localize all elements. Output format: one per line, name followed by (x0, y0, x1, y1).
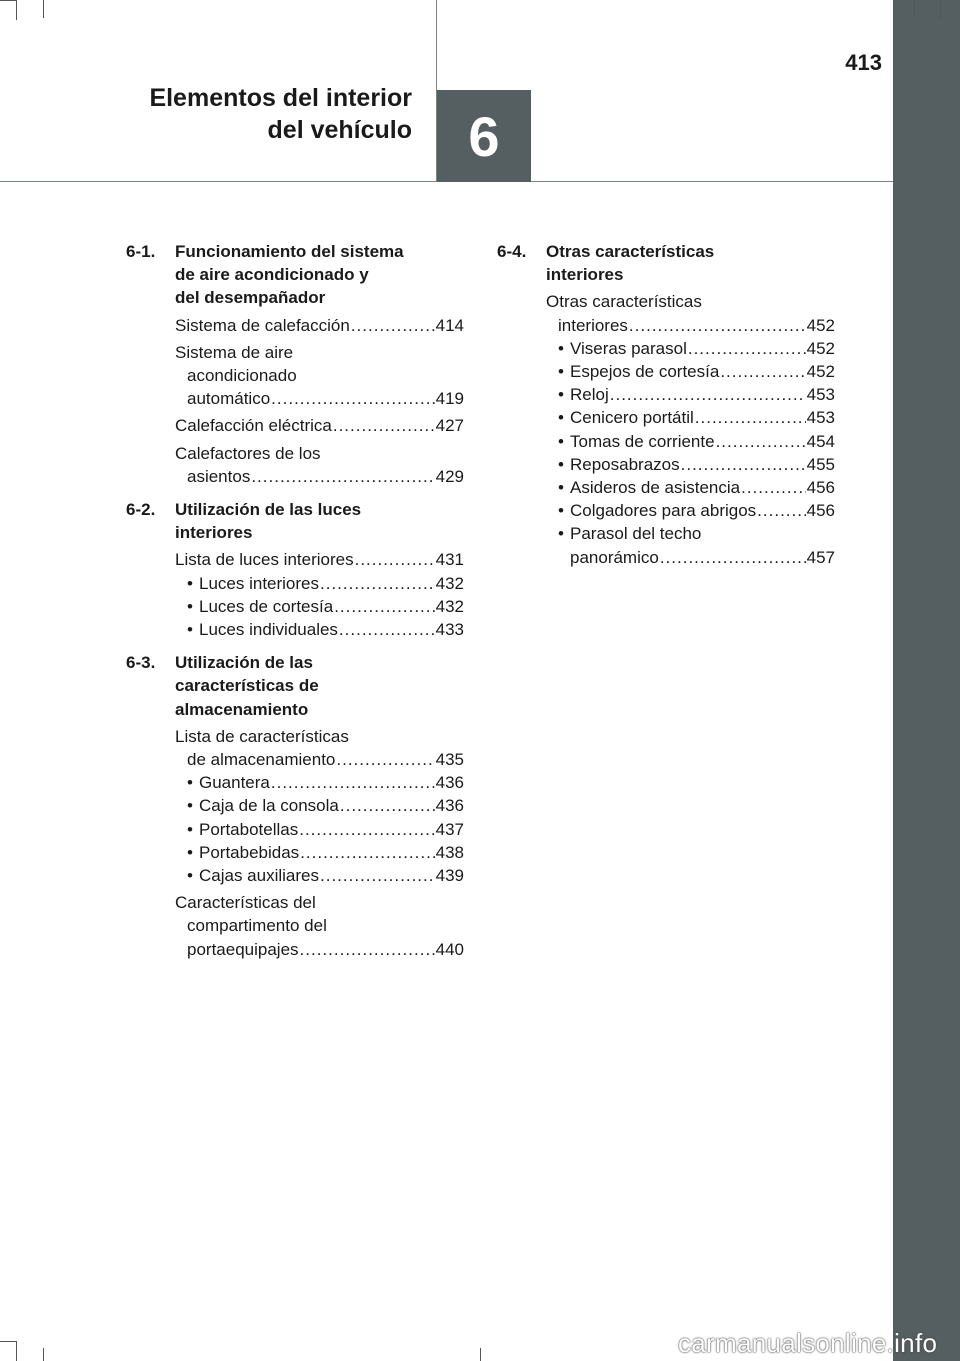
chapter-title-line-2: del vehículo (267, 116, 412, 144)
entry-leader (175, 465, 464, 488)
chapter-title-line-1: Elementos del interior (149, 84, 412, 112)
bullet-icon: • (187, 596, 193, 616)
toc-section (497, 240, 835, 569)
sub-entry (175, 618, 464, 641)
section-number: 6-3. (126, 653, 156, 673)
section-title-line: Utilización de las (175, 653, 313, 673)
section-heading (126, 240, 464, 310)
toc-entry (175, 725, 464, 771)
section-heading (126, 651, 464, 721)
sub-entry (546, 430, 835, 453)
entry-label: Reloj (570, 385, 609, 405)
bullet-icon: • (558, 385, 564, 405)
section-title-line: interiores (175, 523, 253, 543)
page-ref: 439 (435, 866, 464, 886)
dot-leader (340, 794, 435, 817)
sub-entry-leader (558, 476, 835, 499)
chapter-number: 6 (468, 104, 500, 168)
section-entries (546, 290, 835, 568)
section-title (175, 240, 464, 310)
sub-entry (175, 841, 464, 864)
page-ref: 452 (806, 315, 835, 335)
entry-label: Luces individuales (199, 620, 338, 640)
sub-entry (175, 864, 464, 887)
sub-entry-leader (558, 383, 835, 406)
section-entries (175, 548, 464, 641)
chapter-title (149, 82, 412, 146)
toc-section (126, 240, 464, 488)
page-ref: 452 (806, 338, 835, 358)
page-ref: 454 (806, 431, 835, 451)
entry-label: Guantera (199, 773, 270, 793)
bullet-icon: • (558, 454, 564, 474)
page-ref: 436 (435, 796, 464, 816)
sub-entry-leader (558, 430, 835, 453)
dot-leader (333, 414, 435, 437)
page-ref: 432 (435, 573, 464, 593)
dot-leader (716, 430, 806, 453)
dot-leader (251, 465, 434, 488)
dot-leader (300, 938, 435, 961)
toc-entry (175, 341, 464, 411)
sub-entry-leader (187, 618, 464, 641)
entry-label: Cenicero portátil (570, 408, 694, 428)
page-number: 413 (845, 50, 882, 75)
page-ref: 432 (435, 596, 464, 616)
section-title-line: Otras características (546, 242, 715, 261)
crop-mark (16, 1341, 17, 1361)
crop-mark (914, 0, 915, 18)
dot-leader (688, 337, 806, 360)
entry-line: acondicionado (187, 366, 297, 386)
sub-entry-list (175, 771, 464, 887)
toc-entry (175, 548, 464, 571)
entry-label: Luces de cortesía (199, 596, 334, 616)
entry-label: Asideros de asistencia (570, 478, 741, 498)
entry-label: asientos (187, 466, 251, 486)
crop-mark (43, 0, 44, 18)
sub-entry (546, 337, 835, 360)
page-ref: 456 (806, 501, 835, 521)
entry-leader (546, 314, 835, 337)
page-ref: 453 (806, 408, 835, 428)
section-title-line: Utilización de las luces (175, 500, 362, 520)
dot-leader (610, 383, 806, 406)
entry-label: Viseras parasol (570, 338, 687, 358)
sub-entry (175, 794, 464, 817)
sub-entry (546, 360, 835, 383)
dot-leader (336, 748, 434, 771)
crop-mark (480, 1348, 481, 1361)
sub-entry-leader (187, 818, 464, 841)
dot-leader (355, 548, 435, 571)
entry-line: Calefactores de los (175, 443, 321, 463)
sub-entry-text: Parasol del techo (570, 524, 702, 544)
sub-entry (175, 595, 464, 618)
dot-leader (299, 818, 434, 841)
sub-entry (546, 499, 835, 522)
entry-label: Luces interiores (199, 573, 320, 593)
bullet-icon: • (558, 524, 564, 544)
dot-leader (271, 387, 434, 410)
sub-entry (546, 522, 835, 568)
entry-label: de almacenamiento (187, 750, 336, 770)
page-ref: 453 (806, 385, 835, 405)
entry-line: Lista de características (175, 726, 349, 746)
toc-entry (546, 290, 835, 336)
toc-entry (175, 891, 464, 961)
sub-entry-leader (558, 360, 835, 383)
sub-entry (175, 572, 464, 595)
bullet-icon: • (558, 501, 564, 521)
sub-entry-list (546, 337, 835, 569)
entry-label: Espejos de cortesía (570, 362, 720, 382)
dot-leader (660, 546, 806, 569)
entry-label: Colgadores para abrigos (570, 501, 757, 521)
sub-entry-leader (187, 595, 464, 618)
toc-section (126, 651, 464, 961)
section-heading (126, 498, 464, 544)
bullet-icon: • (558, 362, 564, 382)
sub-entry-leader (187, 864, 464, 887)
dot-leader (351, 314, 435, 337)
entry-label: portaequipajes (187, 939, 299, 959)
sub-entry (546, 406, 835, 429)
crop-mark (43, 1348, 44, 1361)
page-ref: 436 (435, 773, 464, 793)
toc-entry (175, 414, 464, 437)
entry-leader (175, 387, 464, 410)
entry-label: panorámico (570, 547, 659, 567)
entry-line: Otras características (546, 292, 702, 312)
sub-entry-leader (558, 406, 835, 429)
entry-leader (175, 748, 464, 771)
bullet-icon: • (558, 431, 564, 451)
toc-entry (175, 442, 464, 488)
sub-entry-leader (558, 499, 835, 522)
toc-right-column (497, 240, 835, 579)
dot-leader (334, 595, 434, 618)
sub-entry-line (558, 522, 835, 545)
bullet-icon: • (187, 573, 193, 593)
dot-leader (629, 314, 806, 337)
watermark: carmanualsonline.info (678, 1328, 938, 1358)
section-number: 6-4. (497, 242, 527, 261)
sub-entry-leader (187, 794, 464, 817)
bullet-icon: • (187, 773, 193, 793)
page-ref: 440 (435, 939, 464, 959)
section-title-line: almacenamiento (175, 699, 309, 719)
section-title (546, 240, 835, 286)
section-number: 6-1. (126, 242, 156, 261)
sub-entry (546, 476, 835, 499)
dot-leader (757, 499, 805, 522)
sub-entry-leader (187, 841, 464, 864)
dot-leader (320, 864, 435, 887)
entry-label: Sistema de calefacción (175, 315, 350, 335)
crop-mark (0, 0, 16, 1)
entry-label: Calefacción eléctrica (175, 416, 332, 436)
dot-leader (695, 406, 806, 429)
entry-leader (175, 938, 464, 961)
toc-left-column (126, 240, 464, 971)
bullet-icon: • (187, 842, 193, 862)
page-ref: 455 (806, 454, 835, 474)
section-title-line: del desempañador (175, 288, 326, 308)
dot-leader (741, 476, 806, 499)
page-ref: 433 (435, 620, 464, 640)
dot-leader (339, 618, 435, 641)
bullet-icon: • (187, 796, 193, 816)
section-number: 6-2. (126, 500, 156, 520)
entry-label: Portabebidas (199, 842, 300, 862)
entry-label: Reposabrazos (570, 454, 680, 474)
entry-label: Lista de luces interiores (175, 550, 354, 570)
section-title (175, 651, 464, 721)
page-ref: 414 (435, 315, 464, 335)
sub-entry (546, 383, 835, 406)
section-entries (175, 314, 464, 488)
sub-entry (546, 453, 835, 476)
entry-leader (175, 314, 464, 337)
bullet-icon: • (187, 620, 193, 640)
entry-label: interiores (558, 315, 628, 335)
sub-entry-leader (558, 453, 835, 476)
dot-leader (271, 771, 435, 794)
entry-label: Portabotellas (199, 819, 299, 839)
section-title-line: características de (175, 676, 319, 696)
bullet-icon: • (558, 478, 564, 498)
crop-mark (16, 0, 17, 20)
page-ref: 431 (435, 550, 464, 570)
crop-mark (940, 0, 941, 20)
entry-leader (175, 548, 464, 571)
sub-entry-leader (558, 337, 835, 360)
chapter-number-box (437, 90, 531, 182)
entry-label: Caja de la consola (199, 796, 339, 816)
toc-entry (175, 314, 464, 337)
crop-mark (0, 1341, 16, 1342)
page-ref: 437 (435, 819, 464, 839)
sub-entry-leader (187, 771, 464, 794)
sub-entry (175, 771, 464, 794)
page-ref: 438 (435, 842, 464, 862)
entry-label: automático (187, 389, 271, 409)
toc-section (126, 498, 464, 641)
bullet-icon: • (187, 819, 193, 839)
section-entries (175, 725, 464, 961)
section-heading (497, 240, 835, 286)
entry-label: Tomas de corriente (570, 431, 715, 451)
sub-entry-list (175, 572, 464, 642)
entry-leader (175, 414, 464, 437)
section-title (175, 498, 464, 544)
page-ref: 429 (435, 466, 464, 486)
dot-leader (320, 572, 435, 595)
page-ref: 452 (806, 362, 835, 382)
section-title-line: interiores (546, 265, 624, 285)
bullet-icon: • (558, 338, 564, 358)
section-title-line: de aire acondicionado y (175, 265, 369, 285)
dot-leader (720, 360, 805, 383)
entry-line: Sistema de aire (175, 342, 294, 362)
dot-leader (681, 453, 806, 476)
sub-entry (175, 818, 464, 841)
entry-label: Cajas auxiliares (199, 866, 319, 886)
entry-line: Características del (175, 893, 316, 913)
page-ref: 435 (435, 750, 464, 770)
page-ref: 419 (435, 389, 464, 409)
dot-leader (300, 841, 434, 864)
page-ref: 456 (806, 478, 835, 498)
bullet-icon: • (187, 866, 193, 886)
bullet-icon: • (558, 408, 564, 428)
page-ref: 427 (435, 416, 464, 436)
entry-line: compartimento del (187, 916, 327, 936)
sub-entry-leader (558, 546, 835, 569)
side-tab-bar (893, 0, 960, 1361)
page-ref: 457 (806, 547, 835, 567)
section-title-line: Funcionamiento del sistema (175, 242, 404, 261)
sub-entry-leader (187, 572, 464, 595)
